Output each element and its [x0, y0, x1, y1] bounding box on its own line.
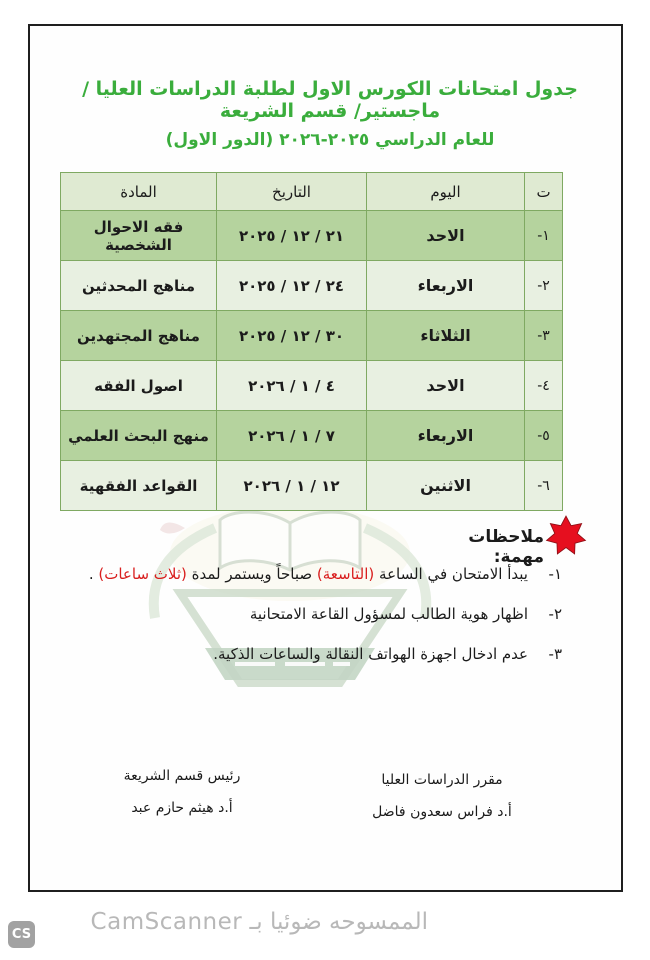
- note-number: ٣-: [548, 645, 562, 663]
- row-index: ٢-: [525, 261, 563, 311]
- note-item-2: [82, 600, 562, 629]
- row-date: ٢٤ / ١٢ / ٢٠٢٥: [217, 261, 367, 311]
- row-date: ٤ / ١ / ٢٠٢٦: [217, 361, 367, 411]
- row-subject: منهج البحث العلمي: [61, 411, 217, 461]
- document-title-line1: جدول امتحانات الكورس الاول لطلبة الدراسات العليا / ماجستير/ قسم الشريعة: [82, 78, 578, 122]
- header-cell-subject: المادة: [61, 173, 217, 211]
- signature-title: رئيس قسم الشريعة: [123, 768, 241, 784]
- row-date: ١٢ / ١ / ٢٠٢٦: [217, 461, 367, 511]
- table-row: [61, 311, 563, 361]
- row-day: الاربعاء: [367, 411, 525, 461]
- signature-department-head: [112, 768, 252, 816]
- row-subject: مناهج المحدثين: [61, 261, 217, 311]
- row-day: الاحد: [367, 361, 525, 411]
- note-number: ٢-: [548, 605, 562, 623]
- camscanner-logo-icon: CS: [8, 921, 35, 948]
- row-subject: فقه الاحوال الشخصية: [61, 211, 217, 261]
- table-row: [61, 211, 563, 261]
- table-header-row: [61, 173, 563, 211]
- note-text-segment: يبدأ الامتحان في الساعة: [374, 565, 528, 583]
- row-date: ٧ / ١ / ٢٠٢٦: [217, 411, 367, 461]
- note-text: [89, 560, 528, 589]
- row-day: الثلاثاء: [367, 311, 525, 361]
- header-cell-day: اليوم: [367, 173, 525, 211]
- table-row: [61, 261, 563, 311]
- exam-schedule-table: [60, 172, 563, 511]
- header-cell-index: ت: [525, 173, 563, 211]
- row-subject: اصول الفقه: [61, 361, 217, 411]
- row-index: ٥-: [525, 411, 563, 461]
- notes-list: [82, 560, 562, 680]
- table-row: [61, 461, 563, 511]
- note-item-3: [82, 640, 562, 669]
- row-day: الاحد: [367, 211, 525, 261]
- row-index: ٦-: [525, 461, 563, 511]
- note-red-highlight: (ثلاث ساعات): [98, 565, 187, 583]
- notes-heading: ملاحظات مهمة:: [468, 527, 544, 567]
- note-text: اظهار هوية الطالب لمسؤول القاعة الامتحانية: [249, 605, 528, 623]
- document-title-line2: للعام الدراسي ٢٠٢٥-٢٠٢٦ (الدور الاول): [165, 130, 495, 150]
- row-date: ٣٠ / ١٢ / ٢٠٢٥: [217, 311, 367, 361]
- row-index: ١-: [525, 211, 563, 261]
- signature-title: مقرر الدراسات العليا: [381, 772, 503, 788]
- note-text-segment: .: [88, 565, 99, 583]
- note-text-segment: صباحاً ويستمر لمدة: [186, 565, 317, 583]
- note-item-1: [82, 560, 562, 589]
- row-subject: القواعد الفقهية: [61, 461, 217, 511]
- note-red-highlight: (التاسعة): [316, 565, 375, 583]
- signature-name: أ.د فراس سعدون فاضل: [372, 804, 512, 820]
- camscanner-watermark-text: الممسوحه ضوئيا بـ CamScanner: [90, 909, 428, 935]
- row-date: ٢١ / ١٢ / ٢٠٢٥: [217, 211, 367, 261]
- header-cell-date: التاريخ: [217, 173, 367, 211]
- row-day: الاثنين: [367, 461, 525, 511]
- note-text: عدم ادخال اجهزة الهواتف النقالة والساعات الذكية.: [213, 645, 528, 663]
- red-star-icon: [545, 515, 587, 557]
- signature-graduate-studies: [372, 772, 512, 820]
- row-index: ٣-: [525, 311, 563, 361]
- note-number: ١-: [548, 565, 562, 583]
- table-row: [61, 411, 563, 461]
- row-subject: مناهج المجتهدين: [61, 311, 217, 361]
- table-row: [61, 361, 563, 411]
- row-index: ٤-: [525, 361, 563, 411]
- signature-name: أ.د هيثم حازم عبد: [131, 800, 233, 816]
- row-day: الاربعاء: [367, 261, 525, 311]
